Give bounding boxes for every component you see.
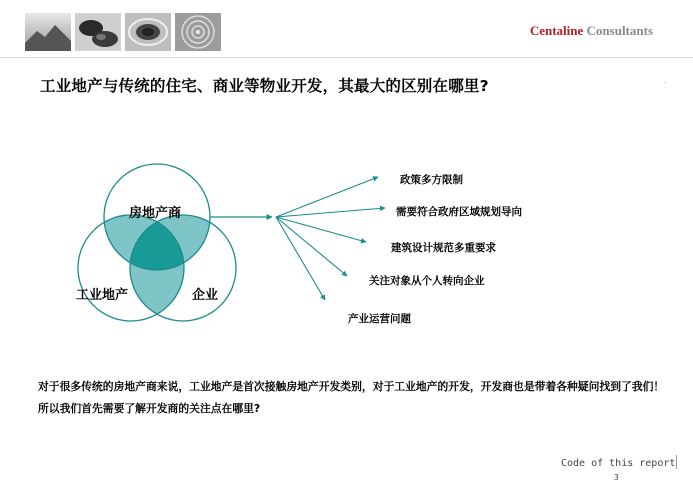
item-building-code: 建筑设计规范多重要求 bbox=[391, 242, 496, 254]
label-developer: 房地产商 bbox=[129, 206, 182, 221]
arrow-policy bbox=[276, 177, 378, 217]
item-focus-shift: 关注对象从个人转向企业 bbox=[369, 275, 485, 287]
arrow-operations bbox=[276, 217, 325, 300]
item-zoning-guidance: 需要符合政府区域规划导向 bbox=[396, 206, 522, 218]
corner-dot: . bbox=[664, 76, 667, 85]
footer-divider bbox=[676, 455, 677, 469]
arrow-focus-shift bbox=[276, 217, 347, 276]
label-industrial-estate: 工业地产 bbox=[76, 288, 129, 303]
arrow-zoning bbox=[276, 208, 385, 217]
arrow-building-code bbox=[276, 217, 366, 242]
report-code: Code of this report bbox=[561, 458, 676, 469]
body-paragraph: 对于很多传统的房地产商来说，工业地产是首次接触房地产开发类别，对于工业地产的开发，开发商也是带着各种疑问找到了我们！所以我们首先需要了解开发商的关注点在哪里? bbox=[38, 380, 665, 415]
item-policy-restrictions: 政策多方限制 bbox=[400, 174, 463, 186]
page-number: 3 bbox=[614, 473, 619, 482]
page-title: 工业地产与传统的住宅、商业等物业开发，其最大的区别在哪里? bbox=[40, 77, 489, 95]
label-enterprise: 企业 bbox=[192, 288, 219, 303]
item-operations: 产业运营问题 bbox=[348, 313, 411, 325]
brand-logo: Centaline Consultants bbox=[529, 23, 653, 38]
